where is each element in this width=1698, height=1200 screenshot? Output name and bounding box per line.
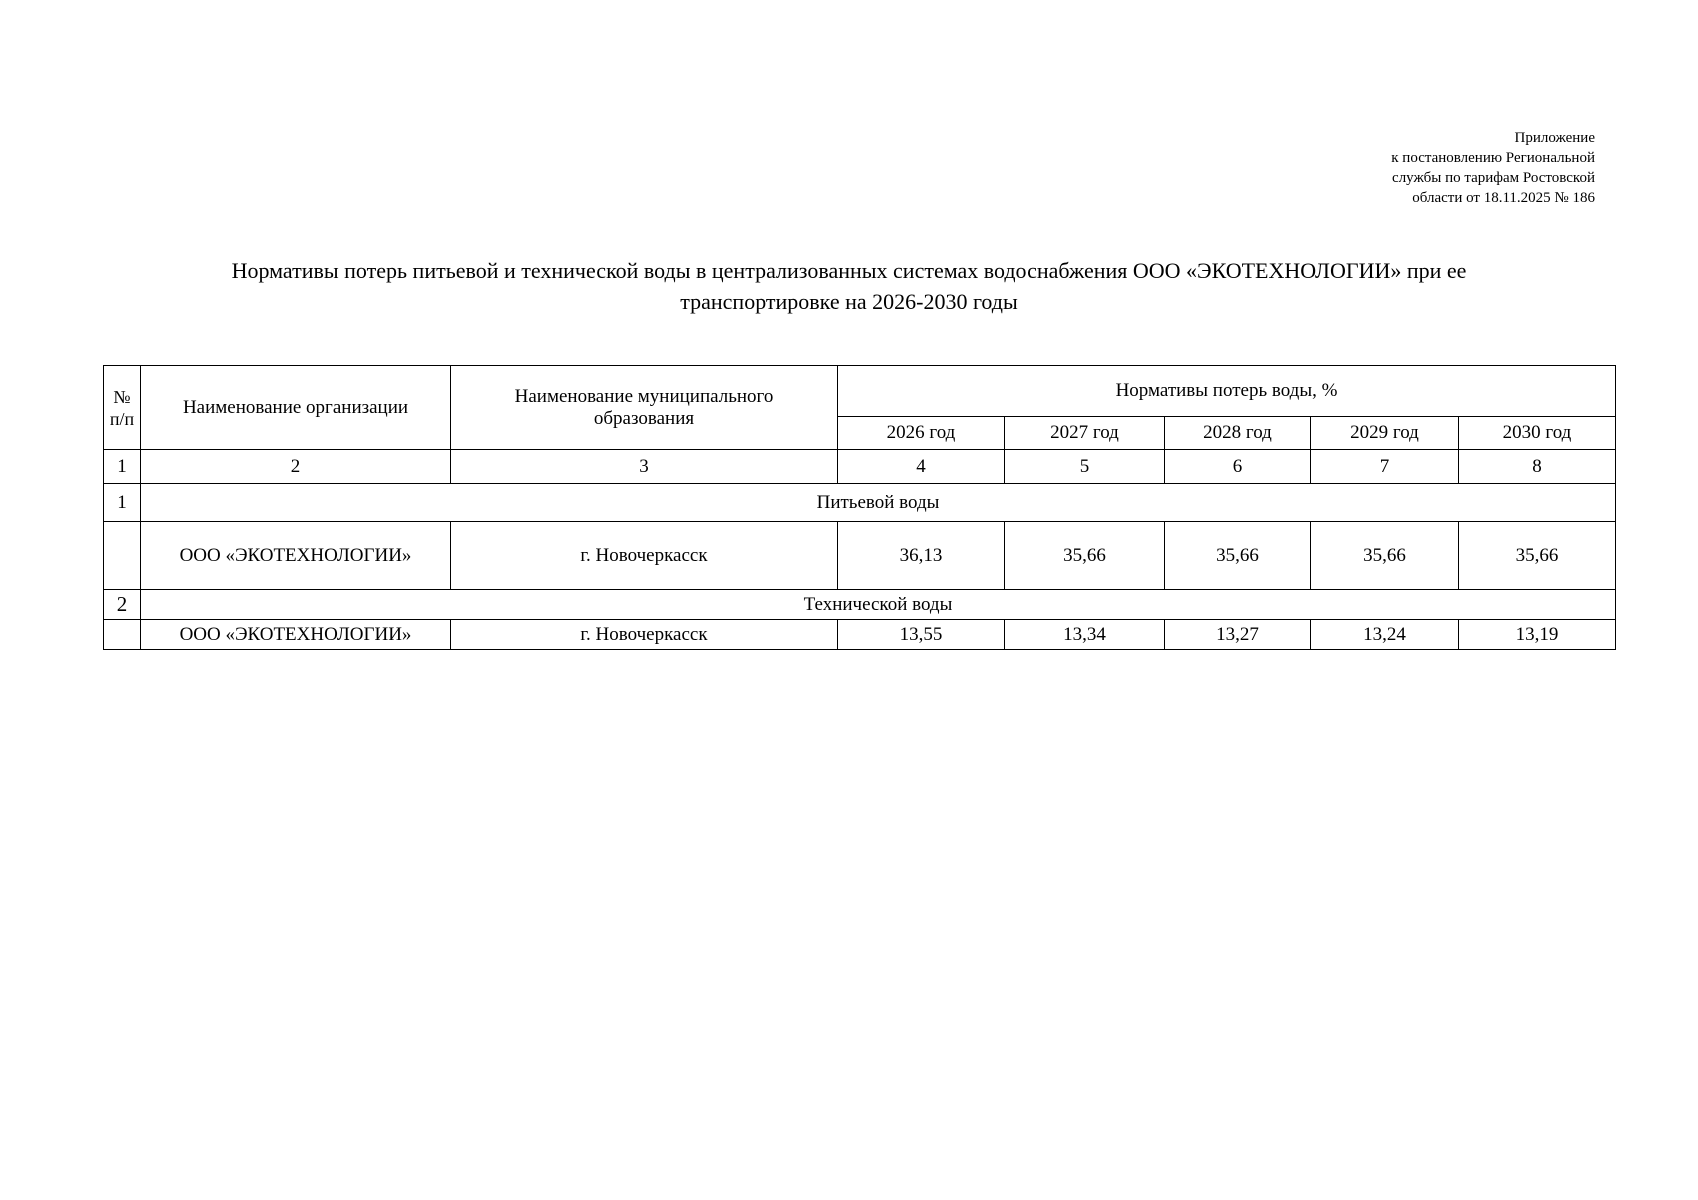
appendix-line: службы по тарифам Ростовской [1392, 170, 1595, 186]
value-cell: 13,24 [1311, 620, 1459, 650]
title-line-2: транспортировке на 2026-2030 годы [680, 289, 1018, 314]
value-cell: 35,66 [1165, 522, 1311, 590]
column-number: 3 [451, 450, 838, 484]
municipality-cell: г. Новочеркасск [451, 522, 838, 590]
header-year: 2029 год [1311, 417, 1459, 450]
water-loss-norms-table [103, 365, 1616, 650]
header-number-cell [104, 366, 141, 450]
value-cell: 36,13 [838, 522, 1005, 590]
header-municipality-line2: образования [593, 407, 695, 429]
organization-cell: ООО «ЭКОТЕХНОЛОГИИ» [141, 522, 451, 590]
header-year: 2030 год [1459, 417, 1616, 450]
section-number: 2 [104, 590, 141, 620]
appendix-line: к постановлению Региональной [1391, 150, 1595, 166]
header-year: 2028 год [1165, 417, 1311, 450]
section-row-drinking-water [104, 484, 1616, 522]
column-number: 5 [1005, 450, 1165, 484]
header-norms-group: Нормативы потерь воды, % [838, 366, 1616, 417]
header-row [104, 366, 1616, 417]
header-year: 2027 год [1005, 417, 1165, 450]
row-number-empty [104, 620, 141, 650]
title-line-1: Нормативы потерь питьевой и технической воды в централизованных системах водоснабжения ООО «ЭКОТЕХНОЛОГИИ» при ее [231, 258, 1467, 283]
section-number: 1 [104, 484, 141, 522]
value-cell: 13,19 [1459, 620, 1616, 650]
header-number-symbol: № [113, 386, 131, 407]
column-number: 4 [838, 450, 1005, 484]
value-cell: 13,55 [838, 620, 1005, 650]
header-municipality-line1: Наименование муниципального [514, 385, 774, 407]
header-year: 2026 год [838, 417, 1005, 450]
document-title [104, 255, 1594, 317]
column-number: 2 [141, 450, 451, 484]
table-row [104, 522, 1616, 590]
column-number: 8 [1459, 450, 1616, 484]
column-numbers-row [104, 450, 1616, 484]
appendix-line: Приложение [1514, 130, 1595, 146]
municipality-cell: г. Новочеркасск [451, 620, 838, 650]
column-number: 7 [1311, 450, 1459, 484]
value-cell: 13,27 [1165, 620, 1311, 650]
header-number-abbr: п/п [109, 408, 135, 429]
appendix-line: области от 18.11.2025 № 186 [1412, 190, 1595, 206]
column-number: 6 [1165, 450, 1311, 484]
value-cell: 13,34 [1005, 620, 1165, 650]
row-number-empty [104, 522, 141, 590]
header-municipality-cell [451, 366, 838, 450]
column-number: 1 [104, 450, 141, 484]
value-cell: 35,66 [1459, 522, 1616, 590]
section-title: Питьевой воды [141, 484, 1616, 522]
organization-cell: ООО «ЭКОТЕХНОЛОГИИ» [141, 620, 451, 650]
appendix-note [1391, 128, 1595, 208]
value-cell: 35,66 [1005, 522, 1165, 590]
value-cell: 35,66 [1311, 522, 1459, 590]
table-row [104, 620, 1616, 650]
section-row-technical-water [104, 590, 1616, 620]
section-title: Технической воды [141, 590, 1616, 620]
header-organization: Наименование организации [141, 366, 451, 450]
